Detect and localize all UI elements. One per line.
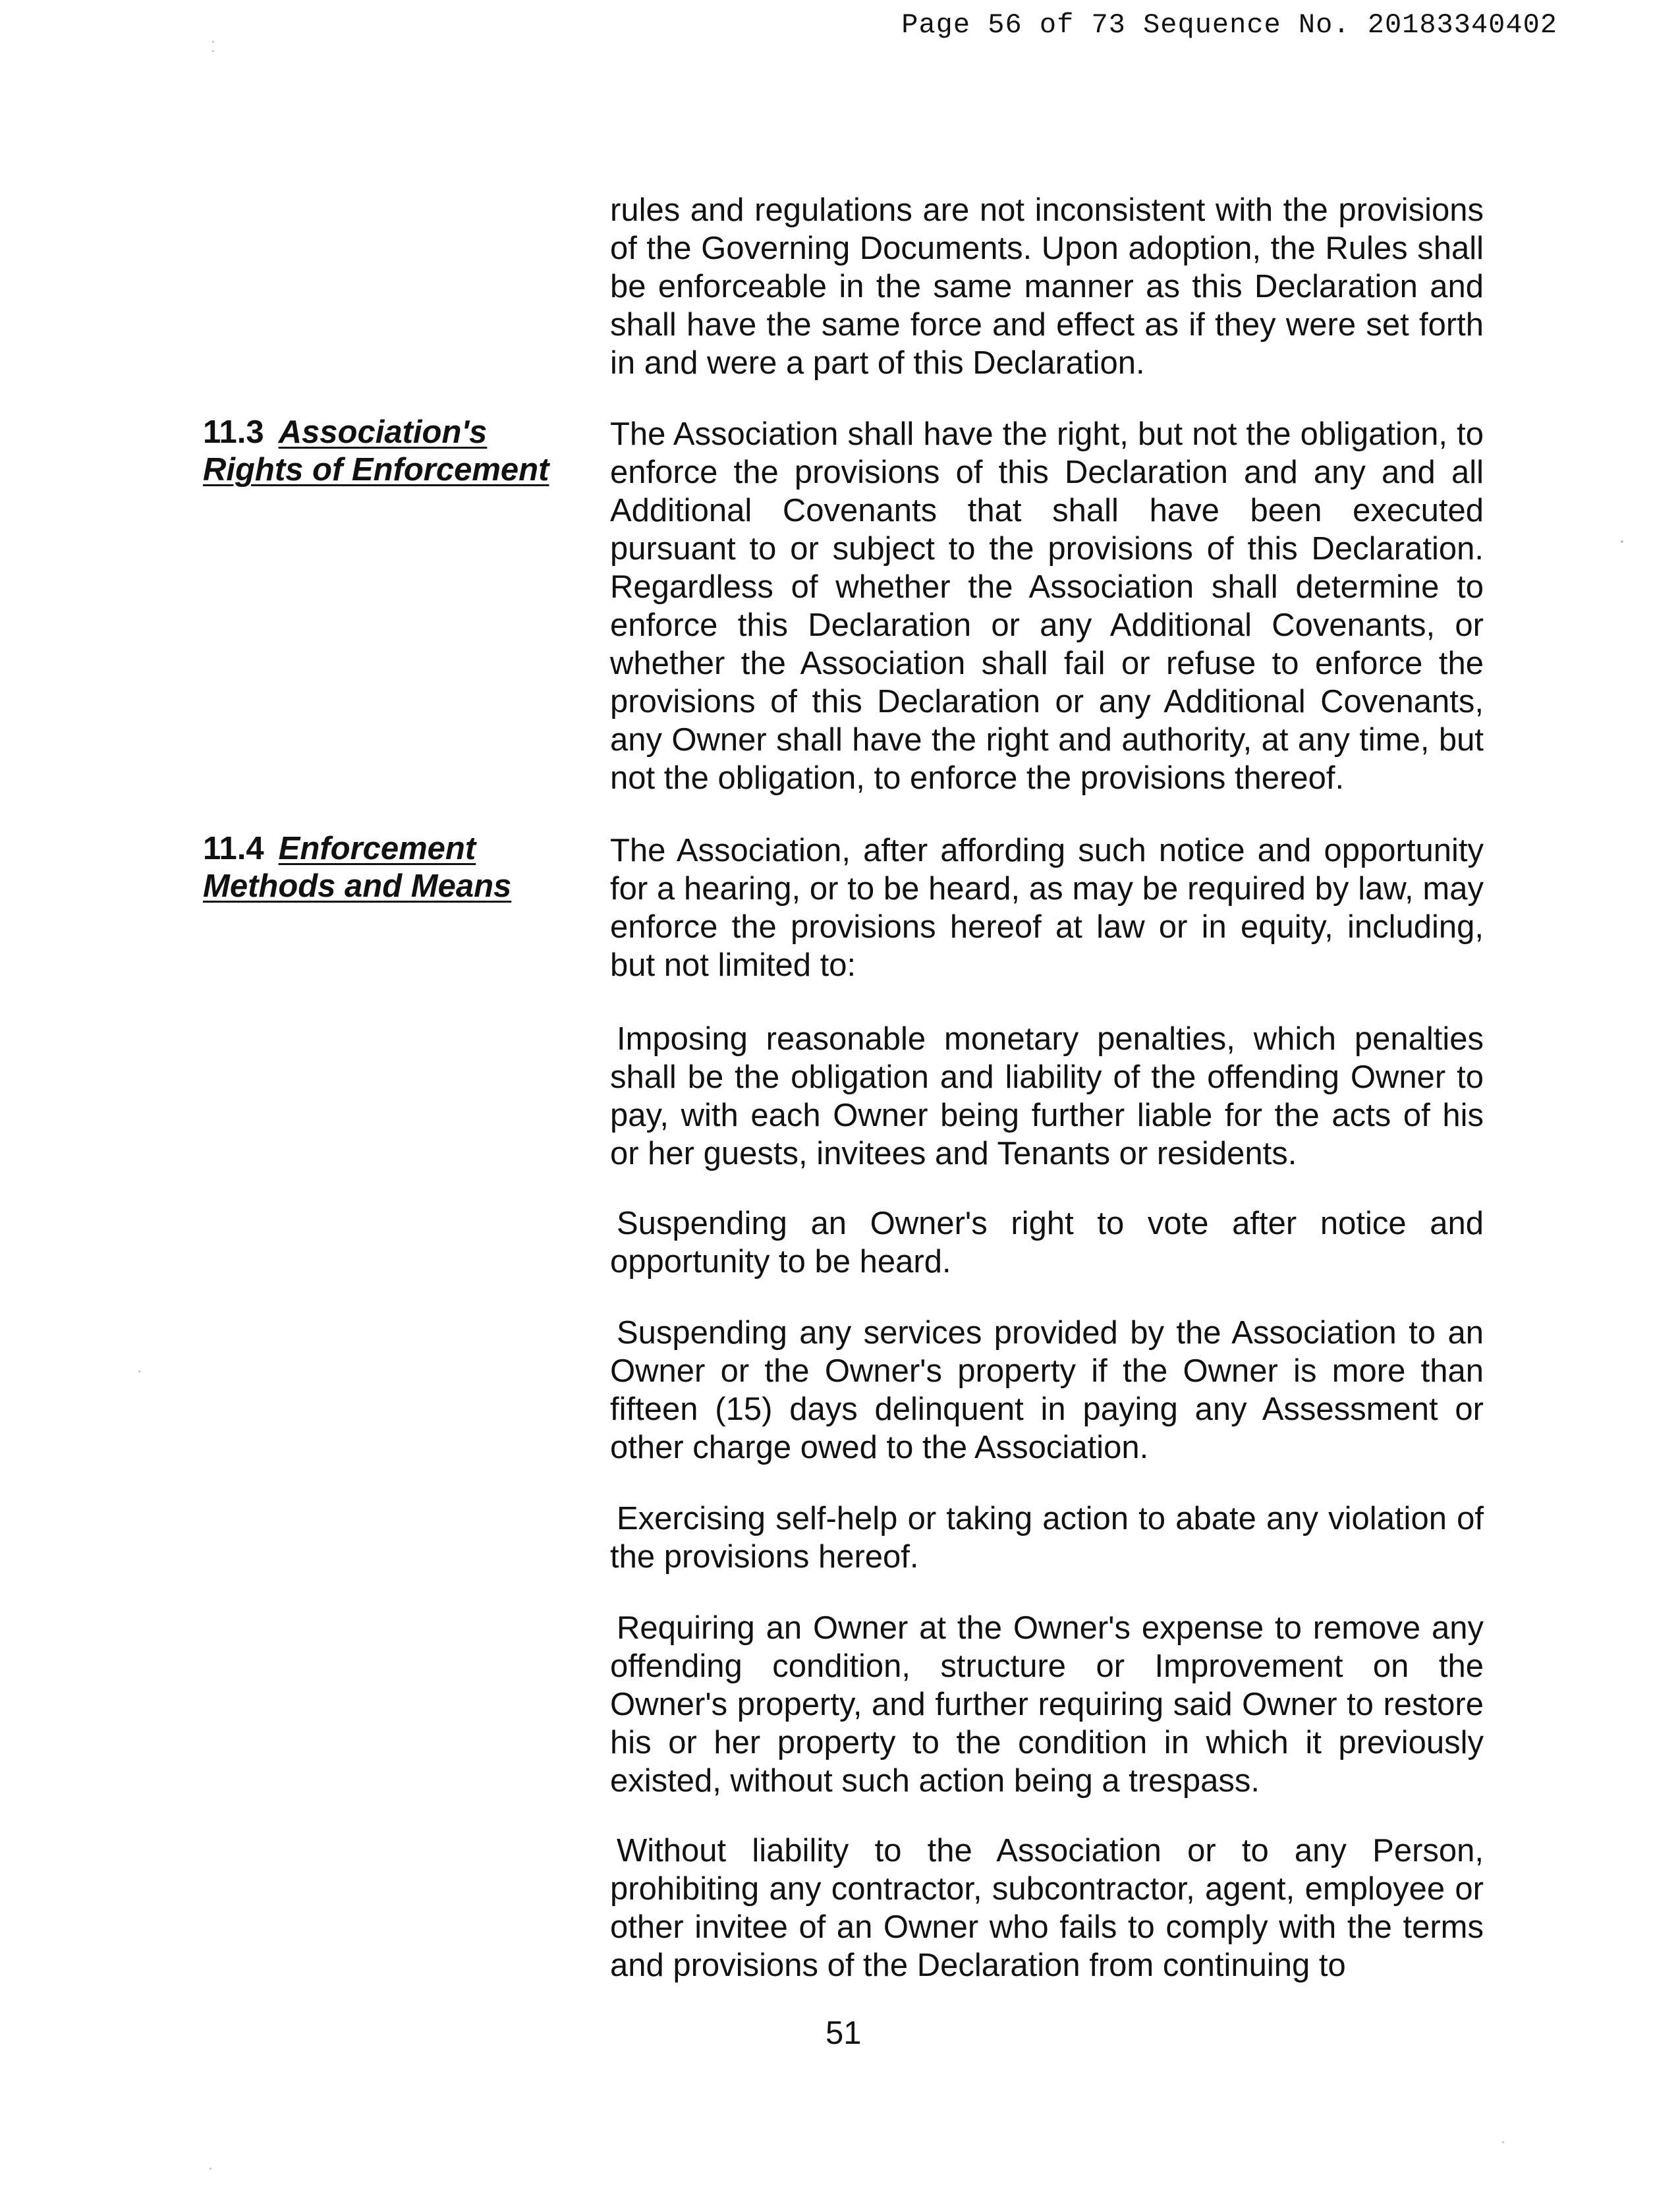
enforcement-item	[610, 1020, 1484, 1173]
section-11-4-text: The Association, after affording such notice and opportunity for a hearing, or to be heard, as may be required by law, may enforce the provisions hereof at law or in equity, including, but not limited to:	[610, 833, 1484, 983]
enforcement-item-text: Requiring an Owner at the Owner's expense to remove any offending condition, structure or Improvement on the Owner's property, and further requiring said Owner to restore his or her property to the condition in which it previously existed, without such action being a trespass.	[610, 1610, 1484, 1799]
section-11-3-heading	[203, 414, 572, 489]
enforcement-item	[610, 1832, 1484, 1984]
section-11-3-title-line1: Association's	[278, 414, 488, 450]
scan-speck	[210, 2168, 211, 2170]
scan-speck	[1502, 2141, 1504, 2143]
enforcement-item-text: Exercising self-help or taking action to abate any violation of the provisions hereof.	[610, 1501, 1484, 1575]
section-11-3-title-line2: Rights of Enforcement	[203, 452, 549, 488]
scan-speck	[138, 1370, 140, 1372]
page-number: 51	[826, 2015, 862, 2051]
continued-paragraph	[610, 191, 1484, 382]
section-11-4-heading	[203, 830, 572, 905]
enforcement-item	[610, 1609, 1484, 1800]
enforcement-item-text: Imposing reasonable monetary penalties, which penalties shall be the obligation and liability of the offending Owner to pay, with each Owner being further liable for the acts of his or her guests, invitees and Tenants or residents.	[610, 1021, 1484, 1171]
section-11-3-text: The Association shall have the right, but not the obligation, to enforce the provisions of this Declaration and any and all Additional Covenants that shall have been executed pursuant to or subject to the provisions of this Declaration. Regardless of whether the Association shall determine to enforce this Declaration or any Additional Covenants, or whether the Association shall fail or refuse to enforce the provisions of this Declaration or any Additional Covenants, any Owner shall have the right and authority, at any time, but not the obligation, to enforce the provisions thereof.	[610, 416, 1484, 796]
enforcement-item-text: Without liability to the Association or to any Person, prohibiting any contractor, subcontractor, agent, employee or other invitee of an Owner who fails to comply with the terms and provisions of the Declaration from continuing to	[610, 1833, 1484, 1983]
section-11-4-title-line1: Enforcement	[278, 831, 476, 866]
enforcement-item	[610, 1500, 1484, 1576]
continued-paragraph-text: rules and regulations are not inconsistent with the provisions of the Governing Documents. Upon adoption, the Rules shall be enforceable in the same manner as this Declaration and shall have the same force and effect as if they were set forth in and were a part of this Declaration.	[610, 192, 1484, 381]
scan-speck	[212, 41, 214, 43]
section-11-3-number: 11.3	[203, 414, 264, 450]
enforcement-item	[610, 1204, 1484, 1281]
enforcement-item	[610, 1314, 1484, 1467]
enforcement-item-text: Suspending any services provided by the Association to an Owner or the Owner's property if the Owner is more than fifteen (15) days delinquent in paying any Assessment or other charge owed to the Association.	[610, 1315, 1484, 1465]
page-sequence-stamp: Page 56 of 73 Sequence No. 20183340402	[901, 9, 1557, 41]
scan-speck	[212, 50, 214, 52]
section-11-4-number: 11.4	[203, 831, 264, 866]
section-11-4-body	[610, 831, 1484, 984]
enforcement-item-text: Suspending an Owner's right to vote after notice and opportunity to be heard.	[610, 1206, 1484, 1280]
scan-speck	[1621, 540, 1623, 543]
section-11-3-body	[610, 415, 1484, 797]
section-11-4-title-line2: Methods and Means	[203, 868, 512, 904]
